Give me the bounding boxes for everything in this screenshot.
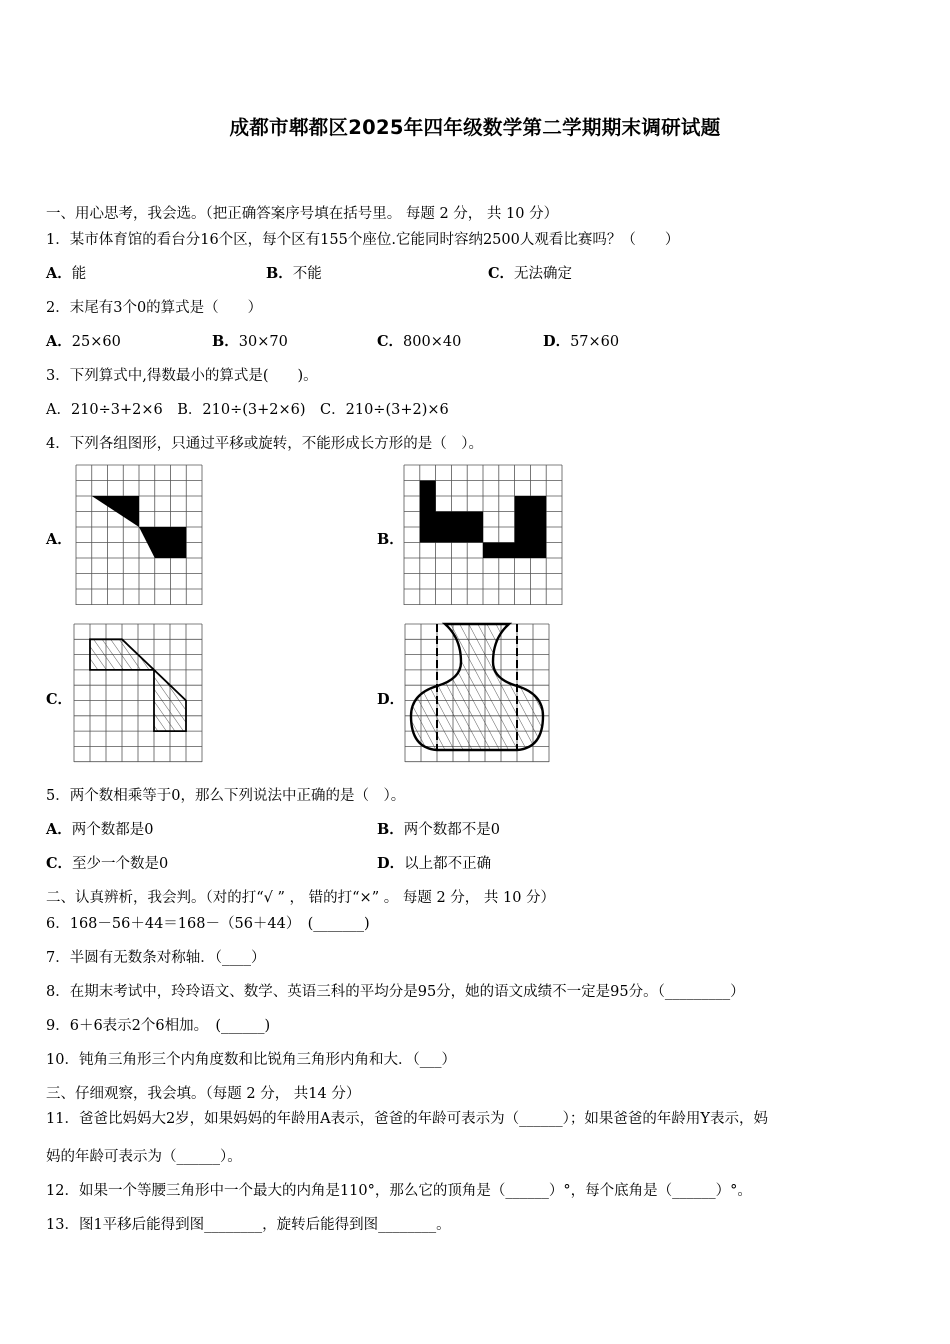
- option-label: B．: [377, 821, 404, 838]
- option-text: 800×40: [403, 334, 462, 350]
- option-label: C．: [377, 333, 404, 350]
- option-text: 两个数都不是0: [403, 822, 500, 838]
- option-label: B．: [212, 333, 239, 350]
- q1-option-c: [488, 262, 572, 283]
- q2-option-a: [46, 330, 121, 351]
- question-10: 10．钝角三角形三个内角度数和比锐角三角形内角和大．（___）: [46, 1052, 456, 1068]
- option-label: D．: [543, 333, 571, 350]
- figure-b-grid: [404, 465, 562, 605]
- option-text: 无法确定: [514, 266, 573, 282]
- figure-label-d: D．: [377, 691, 405, 708]
- figure-d-grid: [405, 624, 549, 762]
- q3-options: A．210÷3+2×6 B．210÷(3+2×6) C．210÷(3+2)×6: [46, 402, 449, 418]
- figure-d-vase-shape: [411, 624, 543, 750]
- option-text: 两个数都是0: [71, 822, 154, 838]
- option-text: 30×70: [238, 334, 288, 350]
- option-label: C．: [488, 265, 515, 282]
- q2-option-b: [212, 330, 288, 351]
- question-12: 12．如果一个等腰三角形中一个最大的内角是110°，那么它的顶角是（______）°，每个底角是（______）°。: [46, 1183, 752, 1199]
- section-3-header: 三、仔细观察，我会填。（每题 2 分， 共14 分）: [46, 1086, 361, 1102]
- option-text: 57×60: [570, 334, 620, 350]
- q2-option-c: [377, 330, 461, 351]
- section-2-header: 二、认真辨析，我会判。（对的打“√ ” ， 错的打“×” 。 每题 2 分， 共 10 分）: [46, 890, 556, 906]
- question-11-line-1: 11．爸爸比妈妈大2岁，如果妈妈的年龄用A表示，爸爸的年龄可表示为（______）；如果爸爸的年龄用Y表示，妈: [46, 1111, 768, 1127]
- q5-option-d: [377, 852, 491, 873]
- question-6: 6．168－56＋44＝168－（56＋44） (_______): [46, 916, 370, 932]
- question-3: 3．下列算式中,得数最小的算式是( )。: [46, 368, 318, 384]
- option-label: C．: [46, 855, 73, 872]
- q5-option-a: [46, 818, 154, 839]
- option-label: A．: [46, 265, 72, 282]
- question-1: 1．某市体育馆的看台分16个区，每个区有155个座位.它能同时容纳2500人观看比赛吗？（ ）: [46, 232, 680, 248]
- question-8: 8．在期末考试中，玲玲语文、数学、英语三科的平均分是95分，她的语文成绩不一定是95分。（_________）: [46, 984, 745, 1000]
- option-text: 不能: [292, 266, 322, 282]
- question-11-line-2: 妈的年龄可表示为（______）。: [46, 1149, 242, 1165]
- q5-option-c: [46, 852, 168, 873]
- figure-a-grid: [76, 465, 202, 605]
- option-text: 能: [71, 266, 87, 282]
- q5-option-b: [377, 818, 500, 839]
- option-label: B．: [266, 265, 293, 282]
- figure-label-b: B．: [377, 531, 404, 548]
- option-label: A．: [46, 821, 72, 838]
- question-2: 2．末尾有3个0的算式是（ ）: [46, 300, 263, 316]
- figure-label-a: A．: [46, 531, 72, 548]
- option-text: 25×60: [71, 334, 121, 350]
- option-text: 至少一个数是0: [72, 856, 169, 872]
- question-4: 4．下列各组图形，只通过平移或旋转，不能形成长方形的是（ ）。: [46, 436, 483, 452]
- page-title: 成都市郫都区2025年四年级数学第二学期期末调研试题: [229, 116, 721, 139]
- option-text: 以上都不正确: [404, 856, 492, 872]
- question-5: 5．两个数相乘等于0，那么下列说法中正确的是（ ）。: [46, 788, 406, 804]
- option-label: A．: [46, 333, 72, 350]
- question-7: 7．半圆有无数条对称轴．（____）: [46, 950, 266, 966]
- section-1-header: 一、用心思考，我会选。（把正确答案序号填在括号里。 每题 2 分， 共 10 分）: [46, 206, 559, 222]
- q1-option-a: [46, 262, 86, 283]
- q1-option-b: [266, 262, 322, 283]
- question-13: 13．图1平移后能得到图________，旋转后能得到图________。: [46, 1217, 451, 1233]
- figure-label-c: C．: [46, 691, 73, 708]
- option-label: D．: [377, 855, 405, 872]
- question-9: 9．6＋6表示2个6相加。 (______): [46, 1018, 271, 1034]
- q2-option-d: [543, 330, 619, 351]
- figure-c-grid: [74, 624, 202, 762]
